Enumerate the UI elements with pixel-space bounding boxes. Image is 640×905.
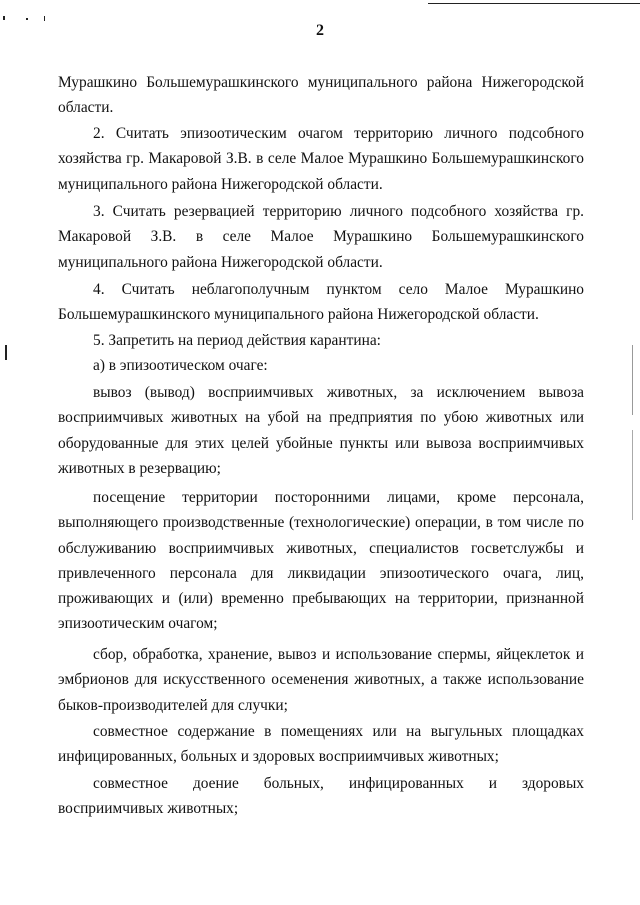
paragraph-export-ban: вывоз (вывод) восприимчивых животных, за исключением вывоза восприимчивых животных на убой на предприятия по убою животных или оборудованные для этих целей убойные пункты или вывоза восприимчивых животных в резервацию;	[58, 384, 584, 477]
scan-mark	[632, 430, 633, 520]
paragraph-item-3: 3. Считать резервацией территорию личного подсобного хозяйства гр. Макаровой З.В. в селе Малое Мурашкино Большемурашкинского муниципального района Нижегородской области.	[58, 203, 584, 271]
scan-mark	[44, 16, 45, 21]
scan-mark	[632, 345, 633, 415]
paragraph-sperm-ban: сбор, обработка, хранение, вывоз и использование спермы, яйцеклеток и эмбрионов для искусственного осеменения животных, а также использование быков-производителей для случки;	[58, 646, 584, 714]
top-scan-line	[428, 3, 640, 4]
paragraph-item-2: 2. Считать эпизоотическим очагом территорию личного подсобного хозяйства гр. Макаровой З.В. в селе Малое Мурашкино Большемурашкинского муниципального района Нижегородской области.	[58, 125, 584, 193]
page-number: 2	[316, 22, 324, 39]
scan-mark	[3, 16, 5, 20]
scan-mark	[5, 345, 7, 360]
paragraph-visit-ban: посещение территории посторонними лицами, кроме персонала, выполняющего производственные (технологические) операции, в том числе по обслуживанию восприимчивых животных, специалистов госветслужбы и привлеченного персонала для ликвидации эпизоотического очага, лиц, проживающих и (или) временно пребывающих на территории, признанной эпизоотическим очагом;	[58, 489, 584, 633]
scan-mark	[26, 18, 28, 20]
paragraph-item-5: 5. Запретить на период действия карантина:	[93, 332, 381, 349]
paragraph-subitem-a: а) в эпизоотическом очаге:	[93, 357, 268, 374]
paragraph-item-4: 4. Считать неблагополучным пунктом село Малое Мурашкино Большемурашкинского муниципального района Нижегородской области.	[58, 281, 584, 324]
paragraph-milking-ban: совместное доение больных, инфицированных и здоровых восприимчивых животных;	[58, 775, 584, 818]
paragraph-continuation: Мурашкино Большемурашкинского муниципального района Нижегородской области.	[58, 74, 584, 117]
paragraph-keeping-ban: совместное содержание в помещениях или на выгульных площадках инфицированных, больных и здоровых восприимчивых животных;	[58, 723, 584, 766]
